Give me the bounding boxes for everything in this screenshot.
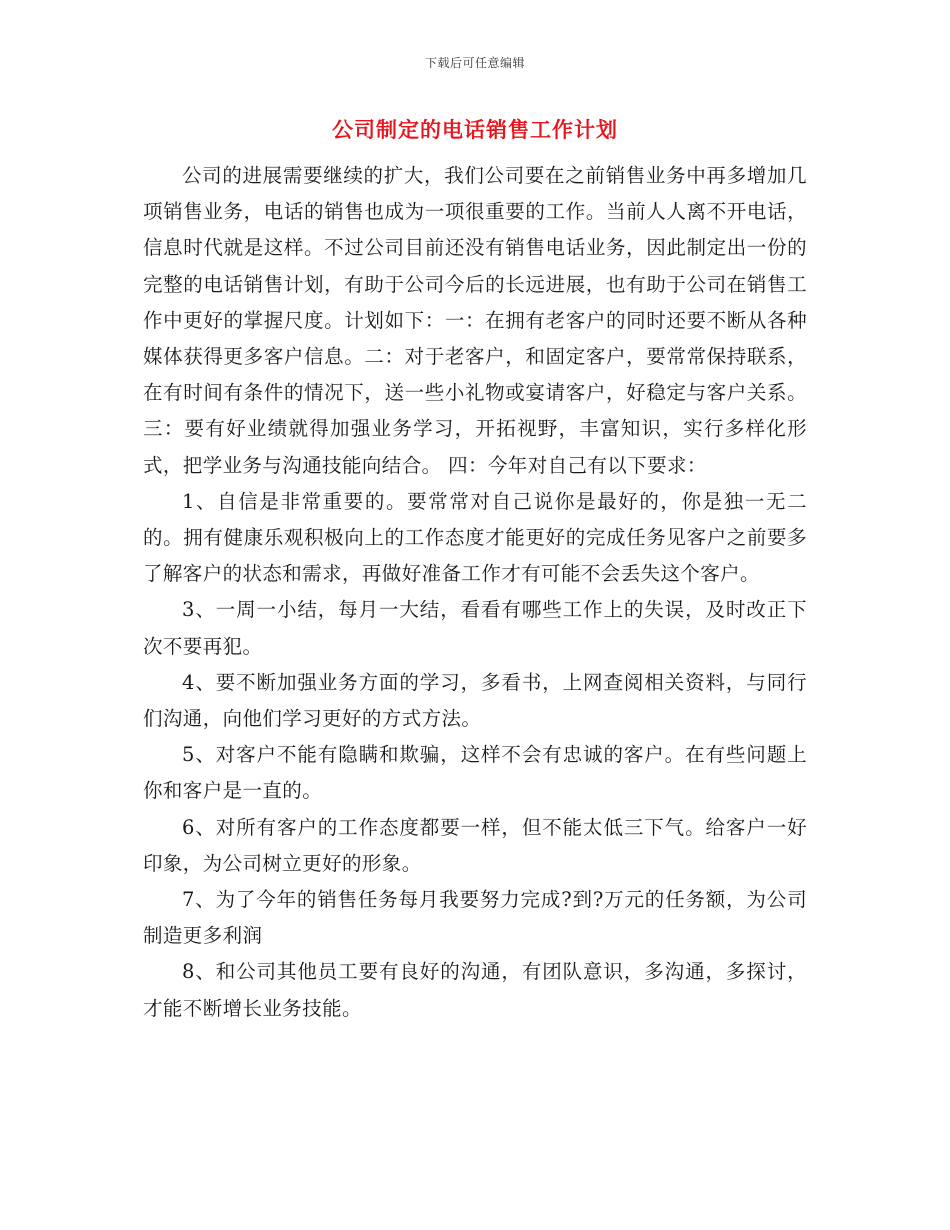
document-body xyxy=(143,158,807,1027)
document-title: 公司制定的电话销售工作计划 xyxy=(332,117,618,142)
paragraph-item-8: 8、和公司其他员工要有良好的沟通，有团队意识，多沟通，多探讨，才能不断增长业务技能。 xyxy=(143,960,807,1020)
paragraph-intro: 公司的进展需要继续的扩大，我们公司要在之前销售业务中再多增加几项销售业务，电话的销售也成为一项很重要的工作。当前人人离不开电话，信息时代就是这样。不过公司目前还没有销售电话业务，因此制定出一份的完整的电话销售计划，有助于公司今后的长远进展，也有助于公司在销售工作中更好的掌握尺度。计划如下：一：在拥有老客户的同时还要不断从各种媒体获得更多客户信息。二：对于老客户，和固定客户，要常常保持联系，在有时间有条件的情况下，送一些小礼物或宴请客户，好稳定与客户关系。三：要有好业绩就得加强业务学习，开拓视野，丰富知识，实行多样化形式，把学业务与沟通技能向结合。 四：今年对自己有以下要求： xyxy=(143,164,807,477)
paragraph-item-4: 4、要不断加强业务方面的学习，多看书，上网查阅相关资料，与同行们沟通，向他们学习更好的方式方法。 xyxy=(143,670,807,731)
header-note: 下载后可任意编辑 xyxy=(424,56,525,70)
paragraph-item-5: 5、对客户不能有隐瞒和欺骗，这样不会有忠诚的客户。在有些问题上你和客户是一直的。 xyxy=(143,743,807,803)
paragraph-item-6: 6、对所有客户的工作态度都要一样，但不能太低三下气。给客户一好印象，为公司树立更好的形象。 xyxy=(143,815,807,875)
paragraph-item-7: 7、为了今年的销售任务每月我要努力完成?到?万元的任务额，为公司制造更多利润 xyxy=(143,888,807,948)
paragraph-item-1: 1、自信是非常重要的。要常常对自己说你是最好的，你是独一无二的。拥有健康乐观积极向上的工作态度才能更好的完成任务见客户之前要多了解客户的状态和需求，再做好准备工作才有可能不会丢失这个客户。 xyxy=(143,489,807,586)
paragraph-item-3: 3、一周一小结，每月一大结，看看有哪些工作上的失误，及时改正下次不要再犯。 xyxy=(143,598,807,658)
